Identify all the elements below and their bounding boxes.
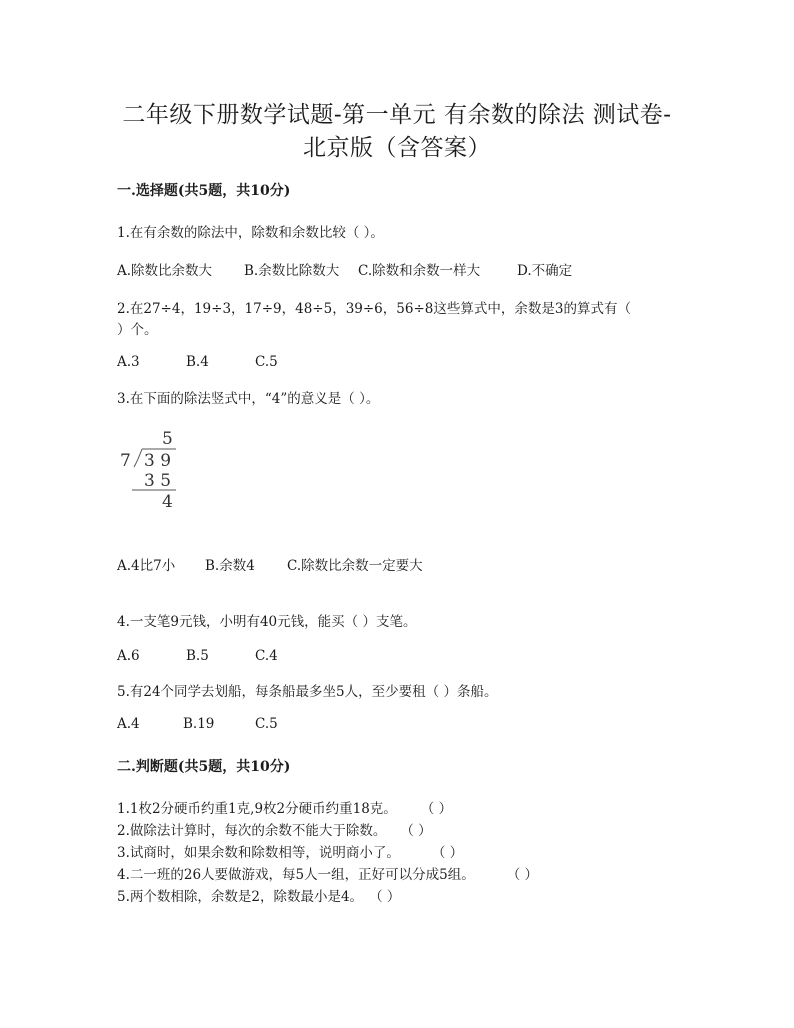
judge-item-text: 5.两个数相除，余数是2，除数最小是4。: [117, 889, 364, 905]
option-c: C.5: [255, 716, 278, 732]
long-division-figure: [112, 425, 202, 515]
option-d: D.不确定: [517, 263, 573, 279]
remainder-digit: 4: [162, 492, 173, 512]
question-3-text: 3.在下面的除法竖式中，“4”的意义是（ ）。: [117, 391, 380, 407]
option-b: B.5: [186, 648, 209, 664]
divisor-digit: 7: [120, 451, 131, 471]
question-1-text: 1.在有余数的除法中，除数和余数比较（ ）。: [117, 225, 384, 241]
question-2-text-line-1: 2.在27÷4，19÷3，17÷9，48÷5，39÷6，56÷8这些算式中，余数是3的算式有（: [117, 301, 631, 317]
dividend-digits: 3 9: [144, 451, 172, 471]
option-b: B.余数比除数大: [244, 263, 340, 279]
title-line-2: 北京版（含答案）: [303, 135, 491, 161]
product-digits: 3 5: [144, 471, 172, 491]
judge-item-2: [117, 819, 432, 839]
answer-bracket: （ ）: [369, 889, 401, 905]
judge-item-text: 1.1枚2分硬币约重1克,9枚2分硬币约重18克。: [117, 801, 397, 817]
answer-bracket: （ ）: [431, 845, 464, 861]
option-c: C.4: [255, 648, 278, 664]
option-a: A.4比7小: [117, 558, 176, 574]
option-a: A.除数比余数大: [117, 263, 213, 279]
option-b: B.19: [183, 716, 215, 732]
judge-item-4: [117, 863, 538, 883]
question-3-options: [117, 554, 423, 574]
quotient-digit: 5: [162, 429, 173, 449]
question-2-text-line-2: ）个。: [117, 322, 158, 338]
question-4-options: [117, 648, 278, 664]
option-b: B.余数4: [205, 558, 255, 574]
option-a: A.6: [117, 648, 140, 664]
option-c: C.5: [255, 354, 278, 370]
option-c: C.除数和余数一样大: [358, 263, 481, 279]
judge-item-text: 3.试商时，如果余数和除数相等，说明商小了。: [117, 845, 400, 861]
section-1-heading: 一.选择题(共5题，共10分): [117, 183, 291, 199]
question-4-text: 4.一支笔9元钱，小明有40元钱，能买（ ）支笔。: [117, 614, 417, 630]
judge-item-1: [117, 797, 452, 817]
title-line-1: 二年级下册数学试题-第一单元 有余数的除法 测试卷-: [122, 102, 672, 128]
question-5-options: [117, 716, 278, 732]
answer-bracket: （ ）: [400, 823, 432, 839]
answer-bracket: （ ）: [506, 867, 539, 883]
judge-item-text: 2.做除法计算时，每次的余数不能大于除数。: [117, 823, 387, 839]
question-1-options: [117, 259, 572, 279]
section-2-heading: 二.判断题(共5题，共10分): [117, 759, 291, 775]
question-5-text: 5.有24个同学去划船，每条船最多坐5人，至少要租（ ）条船。: [117, 684, 498, 700]
option-b: B.4: [186, 354, 209, 370]
judge-item-text: 4.二一班的26人要做游戏，每5人一组，正好可以分成5组。: [117, 867, 475, 883]
judge-item-3: [117, 841, 463, 861]
answer-bracket: （ ）: [420, 801, 453, 817]
question-2-options: [117, 354, 278, 370]
judge-item-5: [117, 885, 400, 905]
option-a: A.3: [117, 354, 140, 370]
option-c: C.除数比余数一定要大: [287, 558, 423, 574]
option-a: A.4: [117, 716, 140, 732]
